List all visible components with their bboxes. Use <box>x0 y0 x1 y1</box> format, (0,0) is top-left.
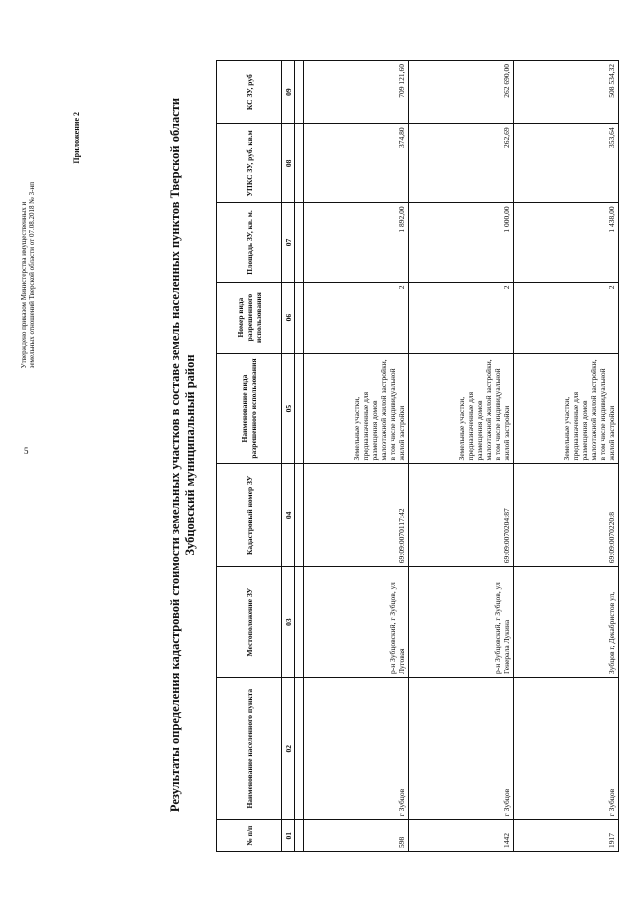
page-number: 5 <box>24 446 29 456</box>
location: Зубцов г, Декабристов ул, <box>514 567 619 678</box>
upks: 353,64 <box>514 124 619 203</box>
cadastral-number: 69:09:0070204:87 <box>409 464 514 567</box>
code-row <box>282 61 295 852</box>
area: 1 438,00 <box>514 203 619 282</box>
table-row <box>409 61 514 852</box>
appendix-label: Приложение 2 <box>72 112 81 164</box>
use-number: 2 <box>409 282 514 353</box>
row-number: 598 <box>304 820 409 852</box>
cadastral-number: 69:09:0070117:42 <box>304 464 409 567</box>
cadastral-value: 709 121,60 <box>304 61 409 124</box>
document-title: Результаты определения кадастровой стоимости земельных участков в составе земель населенных пунктов Тверской области <box>168 97 182 813</box>
code-cell: 04 <box>282 464 295 567</box>
header-cell: Местоположение ЗУ <box>217 567 282 678</box>
table-row <box>514 61 619 852</box>
header-cell: УПКС ЗУ, руб. кв.м <box>217 124 282 203</box>
code-cell: 02 <box>282 678 295 820</box>
spacer-row <box>295 61 304 852</box>
table-row <box>304 61 409 852</box>
header-cell: Номер вида разрешенного использования <box>217 282 282 353</box>
settlement-name: г Зубцов <box>409 678 514 820</box>
code-cell: 08 <box>282 124 295 203</box>
code-cell: 03 <box>282 567 295 678</box>
upks: 262,69 <box>409 124 514 203</box>
location: р-н Зубцовский, г Зубцов, ул Луговая <box>304 567 409 678</box>
header-cell: КС ЗУ, руб <box>217 61 282 124</box>
header-row <box>217 61 282 852</box>
rotated-document <box>20 30 620 880</box>
header-cell: № п/п <box>217 820 282 852</box>
settlement-name: г Зубцов <box>304 678 409 820</box>
approval-note-line-1: Утверждено приказом Министерства имущественных и <box>20 201 28 369</box>
cadastral-table <box>216 60 619 852</box>
approval-note <box>20 182 36 368</box>
header-cell: Наименование населенного пункта <box>217 678 282 820</box>
header-cell: Наименование вида разрешенного использования <box>217 353 282 464</box>
cadastral-value: 262 690,00 <box>409 61 514 124</box>
use-name: Земельные участки, предназначенные для размещения домов малоэтажной жилой застройки, в том числе индивидуальной жилой застройки <box>409 353 514 464</box>
header-cell: Кадастровый номер ЗУ <box>217 464 282 567</box>
code-cell: 09 <box>282 61 295 124</box>
code-cell: 05 <box>282 353 295 464</box>
use-name: Земельные участки, предназначенные для размещения домов малоэтажной жилой застройки, в том числе индивидуальной жилой застройки <box>304 353 409 464</box>
use-number: 2 <box>304 282 409 353</box>
area: 1 892,00 <box>304 203 409 282</box>
area: 1 000,00 <box>409 203 514 282</box>
use-name: Земельные участки, предназначенные для размещения домов малоэтажной жилой застройки, в том числе индивидуальной жилой застройки <box>514 353 619 464</box>
header-cell: Площадь ЗУ, кв. м. <box>217 203 282 282</box>
settlement-name: г Зубцов <box>514 678 619 820</box>
document-subtitle: Зубцовский муниципальный район <box>183 354 197 556</box>
cadastral-number: 69:09:0070220:8 <box>514 464 619 567</box>
upks: 374,80 <box>304 124 409 203</box>
approval-note-line-2: земельных отношений Тверской области от 07.08.2018 № 3-нп <box>28 182 36 369</box>
location: р-н Зубцовский, г Зубцов, ул Генерала Лукина <box>409 567 514 678</box>
code-cell: 01 <box>282 820 295 852</box>
row-number: 1917 <box>514 820 619 852</box>
code-cell: 07 <box>282 203 295 282</box>
cadastral-value: 508 534,32 <box>514 61 619 124</box>
row-number: 1442 <box>409 820 514 852</box>
use-number: 2 <box>514 282 619 353</box>
code-cell: 06 <box>282 282 295 353</box>
